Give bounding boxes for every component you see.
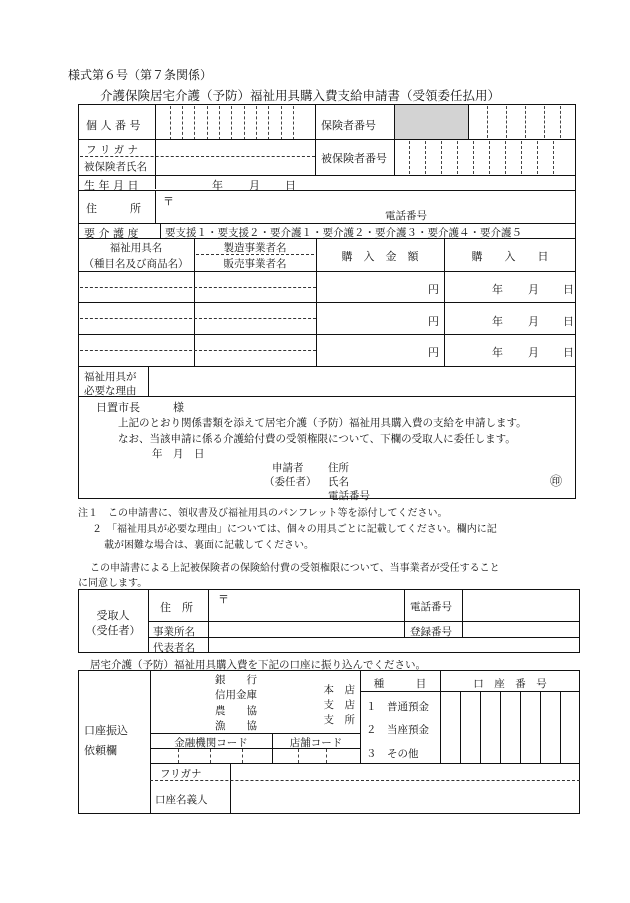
bank-furigana-label: フリガナ: [160, 768, 202, 780]
applicant-name-label: 氏名: [328, 476, 349, 488]
applicant-address-label: 住所: [328, 462, 349, 474]
office-label: 事業所名: [153, 626, 195, 638]
amount-header: 購 入 金 額: [341, 250, 419, 263]
seal-mark: ㊞: [550, 474, 563, 488]
row3-day: 日: [563, 346, 574, 359]
note-1: 注１ この申請書に、領収書及び福祉用具のパンフレット等を添付してください。: [78, 508, 448, 519]
application-date: 年 月 日: [152, 448, 205, 460]
representative-label: 代表者名: [153, 642, 195, 654]
bank-section-label-1: 口座振込: [84, 724, 128, 737]
applicant-label: 申請者: [272, 462, 304, 474]
furigana-label: フ リ ガ ナ: [86, 144, 139, 156]
recipient-address-label: 住 所: [160, 601, 193, 614]
row3-yen: 円: [428, 346, 439, 359]
account-number-label: 口 座 番 号: [473, 678, 547, 690]
consent-line-2: に同意します。: [78, 578, 148, 589]
insured-name-label: 被保険者氏名: [84, 161, 147, 173]
branch-code-label: 店舗コード: [289, 737, 343, 749]
personal-number-label: 個 人 番 号: [86, 119, 141, 132]
inst-gyokyo: 漁 協: [215, 720, 257, 732]
row2-yen: 円: [428, 315, 439, 328]
account-type-other: ３ その他: [366, 748, 419, 760]
birthdate-label: 生 年 月 日: [84, 179, 139, 192]
row2-year: 年: [492, 315, 503, 328]
row1-month: 月: [528, 283, 539, 296]
inst-shinkin: 信用金庫: [215, 689, 257, 701]
birth-day: 日: [285, 179, 296, 192]
application-body-2: なお、当該申請に係る介護給付費の受領権限について、下欄の受取人に委任します。: [118, 433, 516, 445]
delegator-label: （委任者）: [264, 476, 317, 488]
row1-day: 日: [563, 283, 574, 296]
reason-label-1: 福祉用具が: [84, 371, 137, 383]
applicant-phone-label: 電話番号: [328, 490, 370, 502]
recipient-label-2: （受任者）: [85, 624, 141, 637]
account-type-label: 種 目: [373, 678, 427, 690]
addressee: 日置市長 様: [96, 401, 184, 414]
recipient-label-1: 受取人: [96, 609, 130, 622]
date-header: 購 入 日: [471, 250, 549, 263]
insured-number-label: 被保険者番号: [321, 152, 387, 165]
address-label: 住 所: [86, 202, 141, 215]
row1-yen: 円: [428, 283, 439, 296]
reason-label-2: 必要な理由: [84, 385, 137, 397]
branch-office: 支 所: [323, 714, 355, 726]
item-type-header: （種目名及び商品名）: [83, 258, 189, 270]
account-type-current: ２ 当座預金: [366, 724, 429, 736]
care-level-options: 要支援１・要支援２・要介護１・要介護２・要介護３・要介護４・要介護５: [165, 227, 522, 239]
form-title: 介護保険居宅介護（予防）福祉用具購入費支給申請書（受領委任払用）: [100, 88, 501, 103]
row3-month: 月: [528, 346, 539, 359]
row3-year: 年: [492, 346, 503, 359]
row1-year: 年: [492, 283, 503, 296]
inst-bank: 銀 行: [215, 674, 257, 686]
application-body-1: 上記のとおり関係書類を添えて居宅介護（予防）福祉用具購入費の支給を申請します。: [118, 417, 527, 429]
bank-intro: 居宅介護（予防）福祉用具購入費を下記の口座に振り込んでください。: [90, 659, 426, 671]
recipient-postal-mark: 〒: [218, 593, 229, 606]
address-phone-label: 電話番号: [385, 210, 427, 222]
maker-header: 製造事業者名: [223, 242, 287, 254]
inst-nokyo: 農 協: [215, 705, 257, 717]
institution-code-label: 金融機関コード: [174, 737, 248, 749]
insurer-number-shaded: [395, 105, 468, 139]
form-number: 様式第６号（第７条関係）: [68, 68, 213, 82]
seller-header: 販売事業者名: [223, 258, 287, 270]
care-level-label: 要 介 護 度: [84, 227, 139, 240]
insurer-number-label: 保険者番号: [321, 119, 376, 132]
branch-sub: 支 店: [323, 699, 355, 711]
birth-month: 月: [249, 179, 260, 192]
note-2a: ２ 「福祉用具が必要な理由」については、個々の用具ごとに記載してください。欄内に記: [92, 524, 497, 535]
row2-month: 月: [528, 315, 539, 328]
postal-mark: 〒: [163, 195, 174, 208]
item-name-header: 福祉用具名: [109, 242, 163, 254]
branch-main: 本 店: [323, 684, 355, 696]
registration-label: 登録番号: [410, 626, 452, 638]
note-2b: 載が困難な場合は、裏面に記載してください。: [104, 540, 314, 551]
recipient-phone-label: 電話番号: [410, 601, 452, 613]
account-holder-label: 口座名義人: [155, 794, 208, 806]
birth-year: 年: [212, 179, 223, 192]
consent-line-1: この申請書による上記被保険者の保険給付費の受領権限について、当事業者が受任すること: [90, 563, 500, 574]
row2-day: 日: [563, 315, 574, 328]
bank-section-label-2: 依頼欄: [84, 744, 117, 757]
account-type-ordinary: １ 普通預金: [366, 701, 429, 713]
